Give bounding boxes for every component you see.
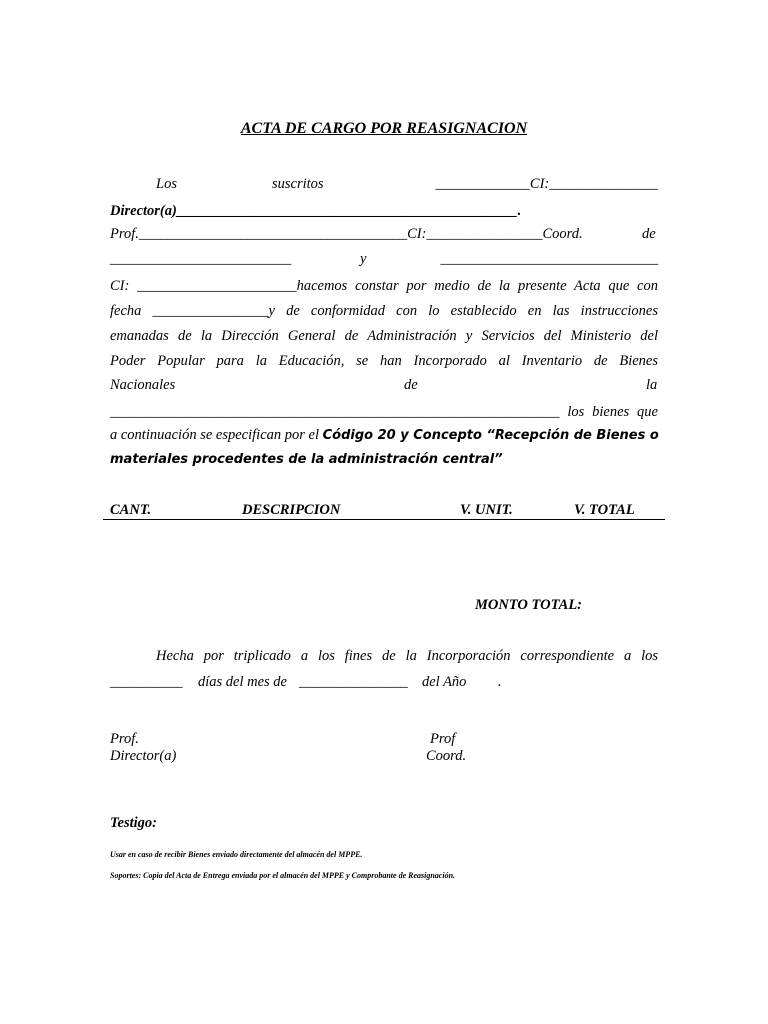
signature-prof-left: Prof. (110, 731, 139, 747)
header-vtotal: V. TOTAL (574, 502, 635, 518)
text-de: de (642, 226, 656, 242)
codigo-intro: a continuación se especifican por el (110, 427, 323, 443)
body-line-6: fecha ________________y de conformidad con lo establecido en las instrucciones (110, 303, 658, 319)
blank-dias: __________ (110, 674, 183, 690)
body-line-12: materiales procedentes de la administración central” (110, 452, 503, 467)
text-suscritos: suscritos (272, 176, 324, 192)
text-y: y (360, 251, 367, 267)
body-line-5: CI: ______________________hacemos constar por medio de la presente Acta que con (110, 278, 658, 294)
text-de-2: de (404, 377, 418, 393)
blank-field-2: ______________________________ (440, 251, 658, 267)
header-cant: CANT. (110, 502, 151, 518)
text-dot: . (498, 674, 502, 690)
text-nacionales: Nacionales (110, 377, 176, 393)
note-usar: Usar en caso de recibir Bienes enviado directamente del almacén del MPPE. (110, 850, 363, 859)
monto-total-label: MONTO TOTAL: (475, 597, 583, 613)
prof-ci-coord-field: Prof._____________________________________CI:________________Coord. (110, 226, 583, 242)
body-line-7: emanadas de la Dirección General de Administración y Servicios del Ministerio del (110, 328, 658, 344)
note-soportes: Soportes: Copia del Acta de Entrega enviada por el almacén del MPPE y Comprobante de Reasignación. (110, 871, 456, 880)
signature-coord: Coord. (426, 748, 467, 764)
body-line-11 (110, 427, 658, 444)
header-vunit: V. UNIT. (460, 502, 513, 518)
body-line-10: ______________________________________________________________ los bienes que (110, 404, 658, 420)
ci-field-1: _____________CI:_______________ (435, 176, 658, 192)
header-descripcion: DESCRIPCION (242, 502, 341, 518)
table-header-rule (103, 519, 665, 520)
text-los: Los (156, 176, 177, 192)
text-dias: días del mes de (198, 674, 287, 690)
testigo-label: Testigo: (110, 815, 157, 831)
closing-line-1: Hecha por triplicado a los fines de la Incorporación correspondiente a los (156, 648, 658, 664)
codigo-concepto: Código 20 y Concepto “Recepción de Bienes o (322, 428, 659, 443)
document-title: ACTA DE CARGO POR REASIGNACION (240, 120, 528, 137)
text-del-ano: del Año (422, 674, 467, 690)
signature-director: Director(a) (110, 748, 177, 764)
blank-field-1: _________________________ (110, 251, 292, 267)
signature-prof-right: Prof (430, 731, 456, 747)
text-la: la (646, 377, 658, 393)
blank-mes: _______________ (299, 674, 408, 690)
director-field: Director(a)_______________________________________________. (110, 203, 522, 219)
body-line-8: Poder Popular para la Educación, se han Incorporado al Inventario de Bienes (110, 353, 658, 369)
